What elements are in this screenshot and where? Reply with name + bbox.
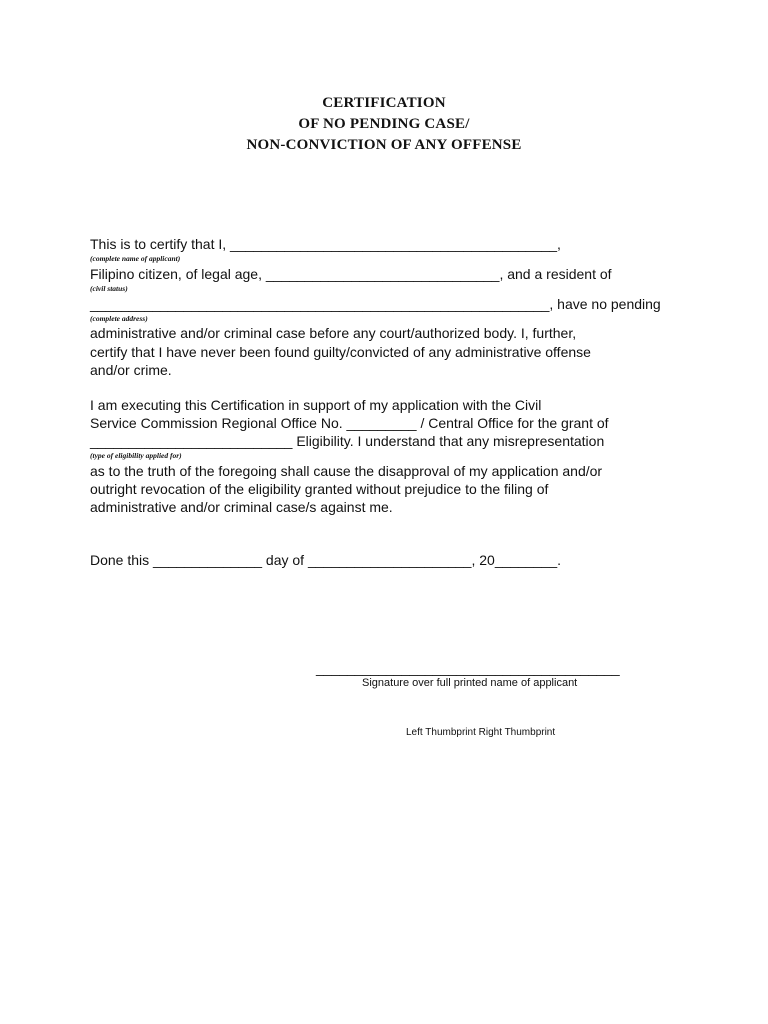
signature-label: Signature over full printed name of applicant: [362, 677, 578, 689]
caption-eligibility-type: (type of eligibility applied for): [90, 451, 182, 460]
title-line-3: NON-CONVICTION OF ANY OFFENSE: [246, 137, 522, 153]
paragraph-1-line-1: This is to certify that I, __________________________________________,: [90, 236, 561, 252]
paragraph-2-line-4: as to the truth of the foregoing shall cause the disapproval of my application and/or: [90, 463, 603, 479]
paragraph-2-line-1: I am executing this Certification in support of my application with the Civil: [90, 397, 542, 413]
paragraph-1-line-2: Filipino citizen, of legal age, ______________________________, and a resident of: [90, 266, 612, 282]
paragraph-2-line-2: Service Commission Regional Office No. _________ / Central Office for the grant of: [90, 415, 609, 431]
thumbprints-label: Left Thumbprint Right Thumbprint: [406, 727, 556, 738]
caption-applicant-name: (complete name of applicant): [90, 254, 181, 263]
title-line-1: CERTIFICATION: [322, 95, 446, 111]
paragraph-1-line-6: and/or crime.: [90, 362, 172, 378]
paragraph-2-line-6: administrative and/or criminal case/s against me.: [90, 499, 393, 515]
caption-complete-address: (complete address): [90, 314, 148, 323]
title-line-2: OF NO PENDING CASE/: [298, 116, 470, 132]
signature-line: _______________________________________: [316, 660, 620, 676]
paragraph-2-line-3: __________________________ Eligibility. I understand that any misrepresentation: [90, 433, 605, 449]
done-this-line: Done this ______________ day of _____________________, 20________.: [90, 552, 561, 568]
paragraph-1-line-4: administrative and/or criminal case before any court/authorized body. I, further,: [90, 325, 577, 341]
caption-civil-status: (civil status): [90, 284, 128, 293]
paragraph-1-line-3: ___________________________________________________________, have no pending: [90, 296, 661, 312]
paragraph-2-line-5: outright revocation of the eligibility granted without prejudice to the filing of: [90, 481, 549, 497]
paragraph-1-line-5: certify that I have never been found guilty/convicted of any administrative offense: [90, 344, 591, 360]
